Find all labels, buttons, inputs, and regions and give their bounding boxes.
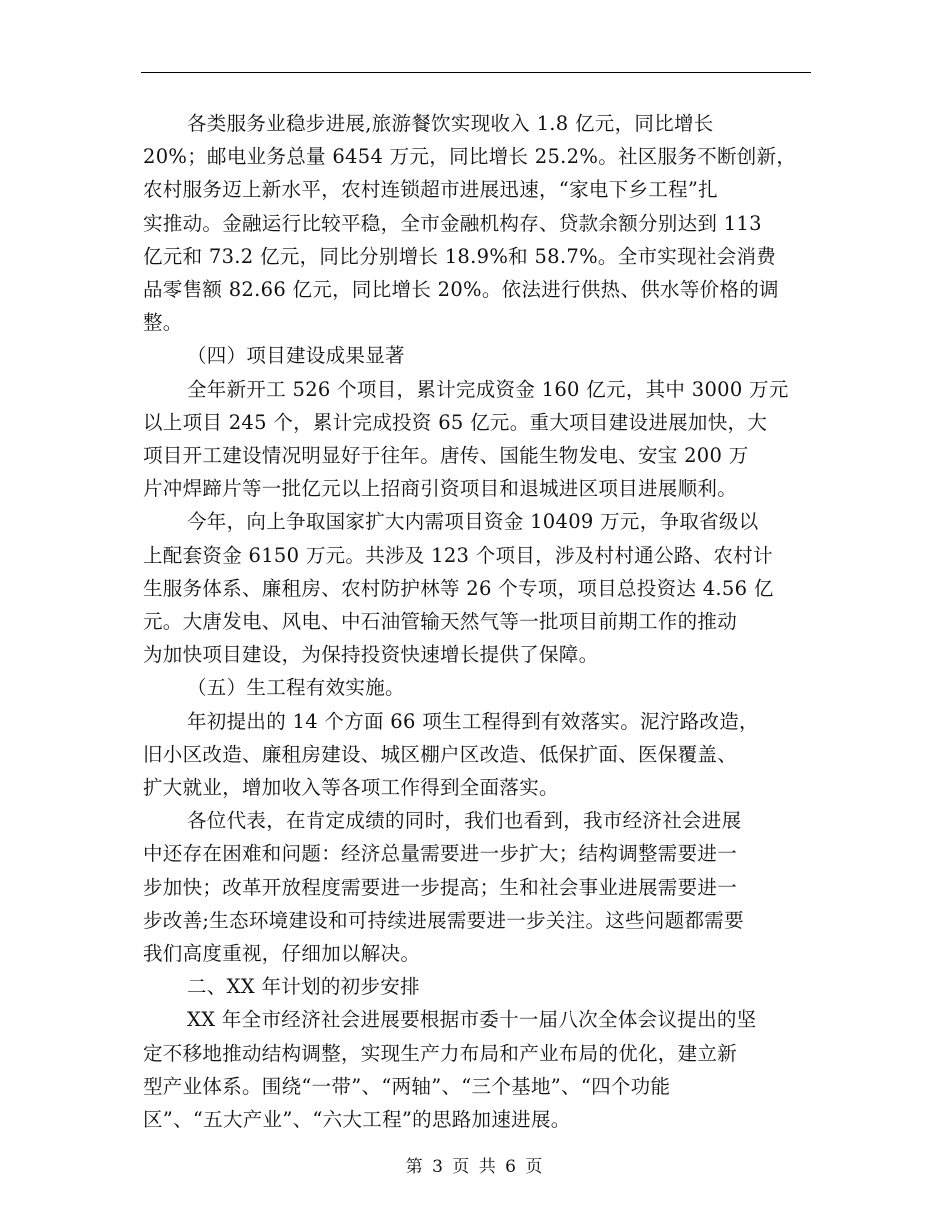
text-line: 为加快项目建设，为保持投资快速增长提供了保障。 [143, 643, 599, 667]
text-line: 品零售额 82.66 亿元，同比增长 20%。依法进行供热、供水等价格的调 [143, 278, 779, 302]
heading-text: （五）生工程有效实施。 [187, 676, 405, 700]
section-heading-4 [143, 339, 811, 372]
text-line: 各类服务业稳步进展,旅游餐饮实现收入 1.8 亿元，同比增长 [187, 112, 714, 135]
heading-text: （四）项目建设成果显著 [187, 344, 405, 368]
text-line: 20%；邮电业务总量 6454 万元，同比增长 25.2%。社区服务不断创新， [143, 145, 797, 169]
paragraph-funding [143, 505, 811, 671]
paragraph-livelihood [143, 705, 811, 805]
header-rule [141, 72, 811, 73]
text-line: 步加快；改革开放程度需要进一步提高；生和社会事业进展需要进一 [143, 875, 738, 899]
section-heading-5 [143, 671, 811, 704]
text-line: 中还存在困难和问题：经济总量需要进一步扩大；结构调整需要进一 [143, 842, 738, 866]
text-line: XX 年全市经济社会进展要根据市委十一届八次全体会议提出的坚 [187, 1008, 757, 1032]
text-line: 元。大唐发电、风电、中石油管输天然气等一批项目前期工作的推动 [143, 610, 738, 634]
text-line: 项目开工建设情况明显好于往年。唐传、国能生物发电、安宝 200 万 [143, 444, 749, 468]
text-line: 扩大就业，增加收入等各项工作得到全面落实。 [143, 776, 559, 800]
paragraph-services [143, 107, 811, 339]
paragraph-plan [143, 1003, 811, 1136]
section-heading-plan [143, 970, 811, 1003]
paragraph-projects [143, 373, 811, 506]
text-line: 型产业体系。围绕“一带”、“两轴”、“三个基地”、“四个功能 [143, 1074, 671, 1098]
text-line: 年初提出的 14 个方面 66 项生工程得到有效落实。泥泞路改造， [187, 709, 759, 733]
text-line: 生服务体系、廉租房、农村防护林等 26 个专项，项目总投资达 4.56 亿 [143, 576, 774, 600]
text-line: 定不移地推动结构调整，实现生产力布局和产业布局的优化，建立新 [143, 1041, 738, 1065]
text-line: 我们高度重视，仔细加以解决。 [143, 942, 421, 966]
document-body [143, 107, 811, 1136]
text-line: 农村服务迈上新水平，农村连锁超市进展迅速，“家电下乡工程”扎 [143, 178, 718, 202]
text-line: 步改善;生态环境建设和可持续进展需要进一步关注。这些问题都需要 [143, 908, 744, 932]
text-line: 片冲焊蹄片等一批亿元以上招商引资项目和退城进区项目进展顺利。 [143, 477, 738, 501]
heading-text: 二、XX 年计划的初步安排 [187, 975, 420, 999]
text-line: 各位代表，在肯定成绩的同时，我们也看到，我市经济社会进展 [187, 809, 742, 833]
text-line: 全年新开工 526 个项目，累计完成资金 160 亿元，其中 3000 万元 [187, 377, 789, 401]
text-line: 实推动。金融运行比较平稳，全市金融机构存、贷款余额分别达到 113 [143, 211, 762, 235]
text-line: 亿元和 73.2 亿元，同比分别增长 18.9%和 58.7%。全市实现社会消费 [143, 244, 777, 268]
text-line: 以上项目 245 个，累计完成投资 65 亿元。重大项目建设进展加快，大 [143, 410, 768, 434]
text-line: 区”、“五大产业”、“六大工程”的思路加速进展。 [143, 1108, 571, 1132]
page-number-footer: 第 3 页 共 6 页 [405, 1157, 545, 1177]
text-line: 今年，向上争取国家扩大内需项目资金 10409 万元，争取省级以 [187, 510, 759, 534]
text-line: 整。 [143, 311, 183, 335]
paragraph-problems [143, 804, 811, 970]
text-line: 上配套资金 6150 万元。共涉及 123 个项目，涉及村村通公路、农村计 [143, 543, 773, 567]
text-line: 旧小区改造、廉租房建设、城区棚户区改造、低保扩面、医保覆盖、 [143, 742, 738, 766]
